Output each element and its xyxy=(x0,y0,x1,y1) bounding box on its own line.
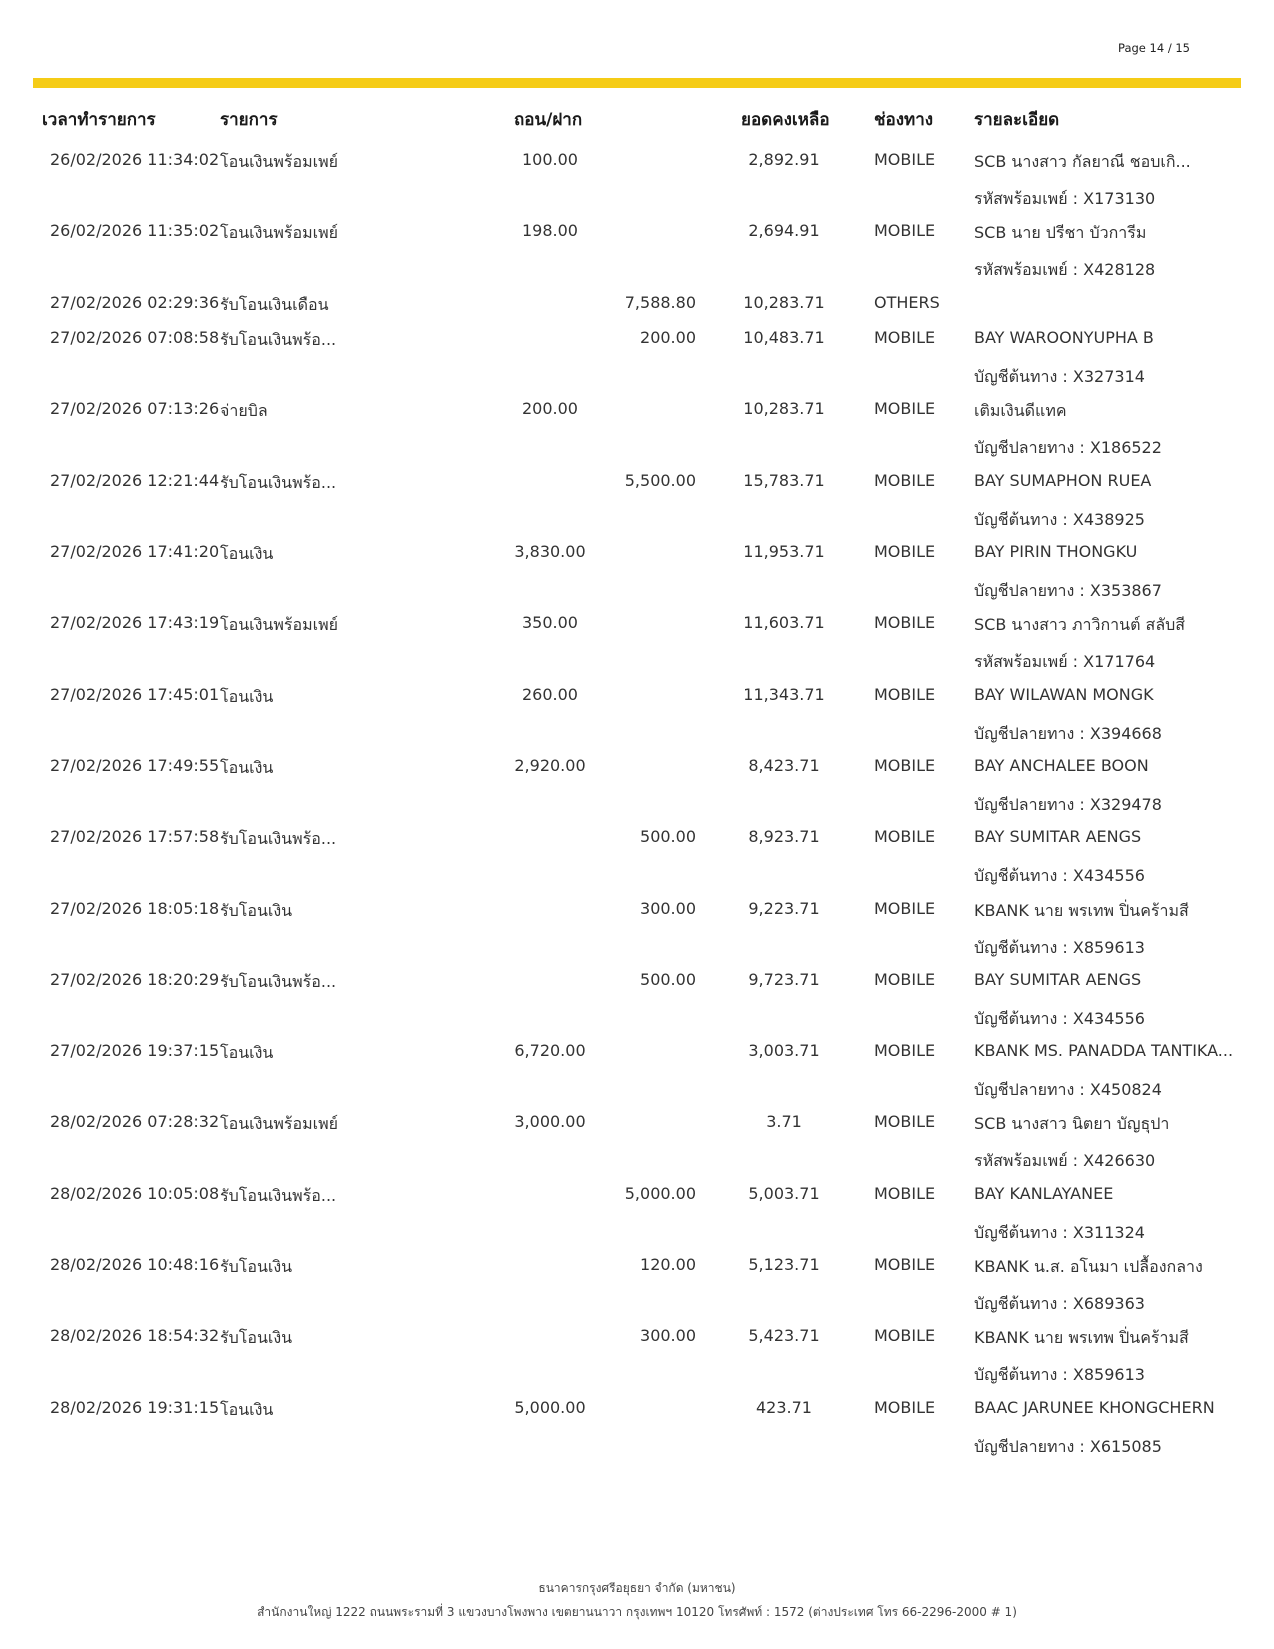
detail-line-2: บัญชีปลายทาง : X186522 xyxy=(974,438,1162,458)
detail-line-2: บัญชีต้นทาง : X311324 xyxy=(974,1222,1145,1242)
table-row xyxy=(0,685,1274,756)
balance-amount: 2,892.91 xyxy=(748,150,820,169)
detail-line-1: BAY WAROONYUPHA B xyxy=(974,328,1154,348)
withdraw-amount: 100.00 xyxy=(522,150,578,169)
detail-line-2: บัญชีปลายทาง : X615085 xyxy=(974,1436,1162,1456)
detail-line-1: BAY KANLAYANEE xyxy=(974,1183,1114,1203)
detail-line-2: บัญชีต้นทาง : X434556 xyxy=(974,866,1145,886)
transaction-time: 27/02/2026 02:29:36 xyxy=(50,292,220,312)
withdraw-amount: 200.00 xyxy=(522,399,578,419)
transaction-channel: MOBILE xyxy=(874,470,936,490)
balance-amount: 11,603.71 xyxy=(743,613,825,633)
table-row xyxy=(0,899,1274,970)
withdraw-amount: 3,000.00 xyxy=(514,1112,586,1132)
transaction-description: รับโอนเงิน xyxy=(220,900,293,920)
transaction-time: 27/02/2026 18:20:29 xyxy=(50,969,220,989)
detail-line-2: บัญชีต้นทาง : X434556 xyxy=(974,1008,1145,1028)
deposit-amount: 300.00 xyxy=(640,898,696,918)
table-row xyxy=(0,970,1274,1041)
balance-amount: 5,423.71 xyxy=(748,1326,820,1346)
transaction-description: โอนเงินพร้อมเพย์ xyxy=(220,615,339,635)
header-channel: ช่องทาง xyxy=(874,110,934,130)
transaction-channel: MOBILE xyxy=(874,221,936,241)
deposit-amount: 300.00 xyxy=(640,1326,696,1346)
balance-amount: 9,223.71 xyxy=(748,898,820,918)
header-details: รายละเอียด xyxy=(974,110,1060,130)
detail-line-1: SCB นางสาว นิตยา บัญธุปา xyxy=(974,1114,1170,1134)
detail-line-1: BAAC JARUNEE KHONGCHERN xyxy=(974,1397,1215,1417)
transaction-channel: MOBILE xyxy=(874,399,936,419)
transaction-description: รับโอนเงิน xyxy=(220,1328,293,1348)
transaction-channel: MOBILE xyxy=(874,684,936,704)
deposit-amount: 200.00 xyxy=(640,328,696,348)
transaction-time: 28/02/2026 07:28:32 xyxy=(50,1112,220,1132)
table-row xyxy=(0,221,1274,292)
transaction-channel: MOBILE xyxy=(874,328,936,348)
transaction-channel: MOBILE xyxy=(874,827,936,847)
transaction-time: 28/02/2026 10:05:08 xyxy=(50,1183,220,1203)
transaction-channel: MOBILE xyxy=(874,1255,936,1275)
transaction-table xyxy=(0,150,1274,1469)
detail-line-1: BAY PIRIN THONGKU xyxy=(974,542,1138,562)
detail-line-2: บัญชีปลายทาง : X394668 xyxy=(974,723,1162,743)
detail-line-2: บัญชีปลายทาง : X329478 xyxy=(974,794,1162,814)
detail-line-1: BAY SUMITAR AENGS xyxy=(974,969,1142,989)
transaction-time: 27/02/2026 07:13:26 xyxy=(50,399,220,419)
table-row xyxy=(0,1255,1274,1326)
balance-amount: 2,694.91 xyxy=(748,221,820,241)
transaction-channel: OTHERS xyxy=(874,292,940,312)
header-accent-bar xyxy=(33,78,1241,88)
balance-amount: 3,003.71 xyxy=(748,1041,820,1061)
withdraw-amount: 3,830.00 xyxy=(514,542,586,562)
transaction-description: โอนเงิน xyxy=(220,757,274,777)
transaction-description: รับโอนเงินเดือน xyxy=(220,294,329,314)
balance-amount: 15,783.71 xyxy=(743,470,825,490)
detail-line-2: รหัสพร้อมเพย์ : X428128 xyxy=(974,260,1156,280)
transaction-channel: MOBILE xyxy=(874,1112,936,1132)
deposit-amount: 5,500.00 xyxy=(624,470,696,490)
transaction-description: รับโอนเงินพร้อ... xyxy=(220,330,337,350)
detail-line-1: BAY SUMITAR AENGS xyxy=(974,827,1142,847)
table-row xyxy=(0,399,1274,470)
table-row xyxy=(0,542,1274,613)
transaction-channel: MOBILE xyxy=(874,969,936,989)
bank-name: ธนาคารกรุงศรีอยุธยา จำกัด (มหาชน) xyxy=(538,1581,736,1595)
detail-line-2: บัญชีต้นทาง : X438925 xyxy=(974,509,1145,529)
balance-amount: 11,953.71 xyxy=(743,542,825,562)
detail-line-2: บัญชีต้นทาง : X689363 xyxy=(974,1294,1145,1314)
detail-line-1: KBANK MS. PANADDA TANTIKA... xyxy=(974,1041,1234,1061)
balance-amount: 5,123.71 xyxy=(748,1255,820,1275)
header-time: เวลาทำรายการ xyxy=(42,110,156,130)
transaction-time: 26/02/2026 11:35:02 xyxy=(50,221,220,241)
detail-line-1: KBANK นาย พรเทพ ปิ่นคร้ามสี xyxy=(974,1328,1189,1348)
detail-line-2: บัญชีปลายทาง : X353867 xyxy=(974,581,1162,601)
detail-line-1: BAY WILAWAN MONGK xyxy=(974,684,1154,704)
withdraw-amount: 6,720.00 xyxy=(514,1041,586,1061)
balance-amount: 10,283.71 xyxy=(743,292,825,312)
transaction-channel: MOBILE xyxy=(874,613,936,633)
transaction-channel: MOBILE xyxy=(874,1041,936,1061)
detail-line-1: KBANK น.ส. อโนมา เปลื้องกลาง xyxy=(974,1257,1203,1277)
detail-line-2: บัญชีปลายทาง : X450824 xyxy=(974,1080,1162,1100)
table-header xyxy=(0,106,1274,134)
transaction-time: 26/02/2026 11:34:02 xyxy=(50,150,220,169)
transaction-description: รับโอนเงิน xyxy=(220,1257,293,1277)
detail-line-2: รหัสพร้อมเพย์ : X173130 xyxy=(974,189,1156,208)
transaction-description: จ่ายบิล xyxy=(220,401,268,421)
transaction-time: 27/02/2026 17:49:55 xyxy=(50,755,220,775)
transaction-channel: MOBILE xyxy=(874,898,936,918)
transaction-time: 27/02/2026 17:43:19 xyxy=(50,613,220,633)
transaction-description: รับโอนเงินพร้อ... xyxy=(220,829,337,849)
transaction-channel: MOBILE xyxy=(874,1326,936,1346)
balance-amount: 5,003.71 xyxy=(748,1183,820,1203)
transaction-time: 28/02/2026 10:48:16 xyxy=(50,1255,220,1275)
deposit-amount: 120.00 xyxy=(640,1255,696,1275)
balance-amount: 10,483.71 xyxy=(743,328,825,348)
transaction-time: 27/02/2026 12:21:44 xyxy=(50,470,220,490)
detail-line-1: เติมเงินดีแทค xyxy=(974,401,1067,421)
balance-amount: 10,283.71 xyxy=(743,399,825,419)
table-row xyxy=(0,827,1274,898)
header-amount: ถอน/ฝาก xyxy=(514,110,583,130)
balance-amount: 8,923.71 xyxy=(748,827,820,847)
deposit-amount: 7,588.80 xyxy=(624,292,696,312)
table-row xyxy=(0,1041,1274,1112)
transaction-channel: MOBILE xyxy=(874,542,936,562)
transaction-time: 28/02/2026 18:54:32 xyxy=(50,1326,220,1346)
detail-line-1: KBANK นาย พรเทพ ปิ่นคร้ามสี xyxy=(974,900,1189,920)
transaction-description: โอนเงิน xyxy=(220,1399,274,1419)
balance-amount: 11,343.71 xyxy=(743,684,825,704)
table-row xyxy=(0,613,1274,684)
table-row xyxy=(0,1398,1274,1469)
detail-line-2: บัญชีต้นทาง : X859613 xyxy=(974,937,1145,957)
transaction-description: โอนเงิน xyxy=(220,544,274,564)
detail-line-1: BAY ANCHALEE BOON xyxy=(974,755,1149,775)
transaction-channel: MOBILE xyxy=(874,755,936,775)
deposit-amount: 5,000.00 xyxy=(624,1183,696,1203)
transaction-description: โอนเงิน xyxy=(220,1043,274,1063)
header-balance: ยอดคงเหลือ xyxy=(741,110,830,130)
withdraw-amount: 2,920.00 xyxy=(514,755,586,775)
transaction-description: โอนเงินพร้อมเพย์ xyxy=(220,223,339,243)
table-row xyxy=(0,328,1274,399)
table-row xyxy=(0,1326,1274,1397)
withdraw-amount: 350.00 xyxy=(522,613,578,633)
table-row xyxy=(0,1112,1274,1183)
withdraw-amount: 260.00 xyxy=(522,684,578,704)
detail-line-1: SCB นาย ปรีชา บัวการีม xyxy=(974,223,1147,243)
balance-amount: 423.71 xyxy=(756,1397,812,1417)
transaction-time: 27/02/2026 17:41:20 xyxy=(50,542,220,562)
table-row xyxy=(0,1184,1274,1255)
transaction-description: รับโอนเงินพร้อ... xyxy=(220,1185,337,1205)
detail-line-2: บัญชีต้นทาง : X327314 xyxy=(974,367,1145,387)
deposit-amount: 500.00 xyxy=(640,827,696,847)
detail-line-2: บัญชีต้นทาง : X859613 xyxy=(974,1365,1145,1385)
transaction-time: 28/02/2026 19:31:15 xyxy=(50,1397,220,1417)
table-row xyxy=(0,293,1274,329)
detail-line-2: รหัสพร้อมเพย์ : X426630 xyxy=(974,1151,1156,1171)
detail-line-1: SCB นางสาว ภาวิกานต์ สลับสี xyxy=(974,615,1186,635)
table-row xyxy=(0,471,1274,542)
transaction-description: โอนเงินพร้อมเพย์ xyxy=(220,152,339,171)
withdraw-amount: 198.00 xyxy=(522,221,578,241)
deposit-amount: 500.00 xyxy=(640,969,696,989)
transaction-description: โอนเงินพร้อมเพย์ xyxy=(220,1114,339,1134)
transaction-channel: MOBILE xyxy=(874,150,936,169)
transaction-time: 27/02/2026 19:37:15 xyxy=(50,1041,220,1061)
detail-line-2: รหัสพร้อมเพย์ : X171764 xyxy=(974,652,1156,672)
bank-address: สำนักงานใหญ่ 1222 ถนนพระรามที่ 3 แขวงบางโพงพาง เขตยานนาวา กรุงเทพฯ 10120 โทรศัพท์ : 1572 (ต่างประเทศ โทร 66-2296-2000 # 1) xyxy=(257,1605,1017,1619)
transaction-channel: MOBILE xyxy=(874,1183,936,1203)
transaction-time: 27/02/2026 07:08:58 xyxy=(50,328,220,348)
withdraw-amount: 5,000.00 xyxy=(514,1397,586,1417)
table-row xyxy=(0,756,1274,827)
transaction-description: โอนเงิน xyxy=(220,686,274,706)
header-description: รายการ xyxy=(220,110,278,130)
transaction-time: 27/02/2026 18:05:18 xyxy=(50,898,220,918)
transaction-time: 27/02/2026 17:57:58 xyxy=(50,827,220,847)
transaction-description: รับโอนเงินพร้อ... xyxy=(220,472,337,492)
balance-amount: 3.71 xyxy=(766,1112,802,1132)
detail-line-1: BAY SUMAPHON RUEA xyxy=(974,470,1152,490)
page-indicator: Page 14 / 15 xyxy=(1118,41,1190,55)
balance-amount: 8,423.71 xyxy=(748,755,820,775)
transaction-time: 27/02/2026 17:45:01 xyxy=(50,684,220,704)
transaction-channel: MOBILE xyxy=(874,1397,936,1417)
balance-amount: 9,723.71 xyxy=(748,969,820,989)
table-row xyxy=(0,150,1274,221)
transaction-description: รับโอนเงินพร้อ... xyxy=(220,971,337,991)
detail-line-1: SCB นางสาว กัลยาณี ชอบเกิ... xyxy=(974,152,1191,171)
